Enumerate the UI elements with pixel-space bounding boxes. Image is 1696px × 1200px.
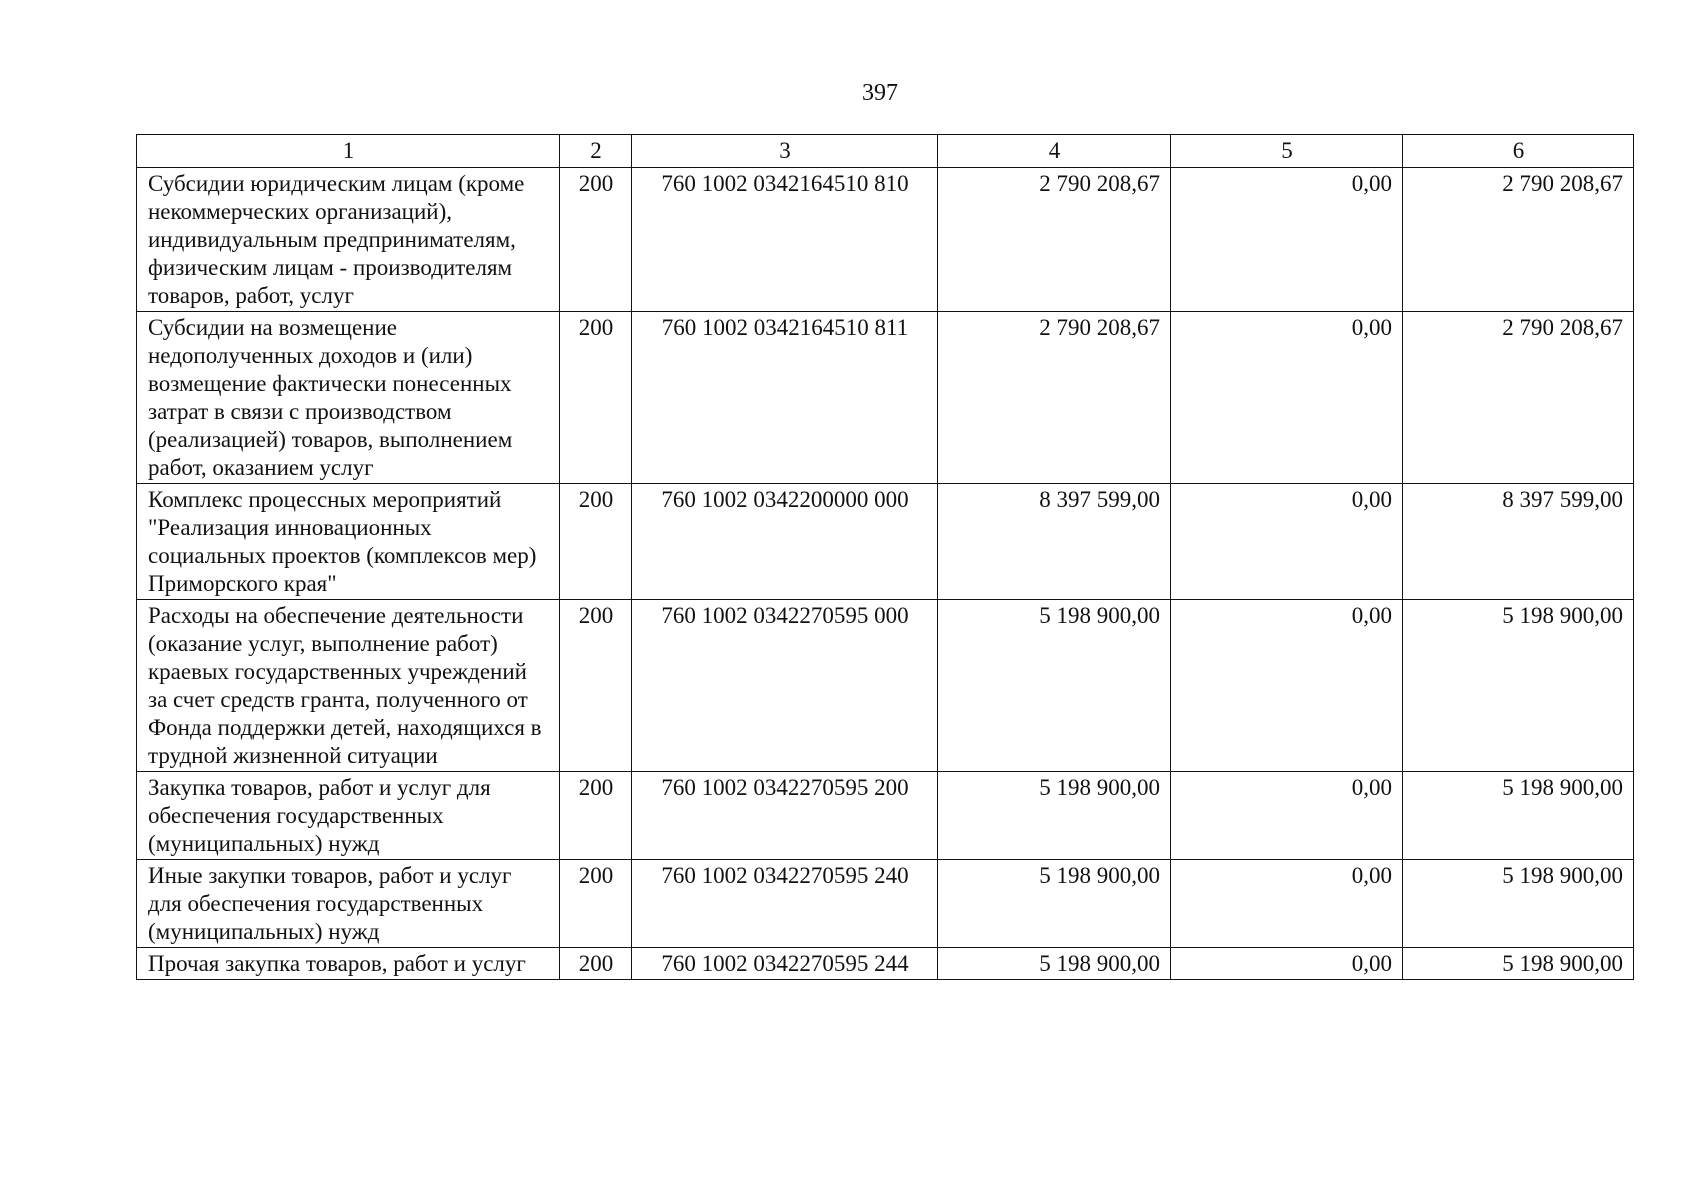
header-cell-4: 4 — [938, 135, 1171, 168]
table-body — [137, 168, 1634, 980]
table-row — [137, 484, 1634, 600]
row-col2: 200 — [560, 312, 632, 484]
row-col4: 5 198 900,00 — [938, 860, 1171, 948]
row-col4: 5 198 900,00 — [938, 772, 1171, 860]
row-col4: 8 397 599,00 — [938, 484, 1171, 600]
row-col6: 5 198 900,00 — [1403, 772, 1634, 860]
row-col5: 0,00 — [1171, 484, 1403, 600]
row-code: 760 1002 0342270595 200 — [632, 772, 938, 860]
table-row — [137, 948, 1634, 980]
row-col2: 200 — [560, 484, 632, 600]
page-number: 397 — [862, 80, 898, 106]
row-col5: 0,00 — [1171, 600, 1403, 772]
row-col4: 5 198 900,00 — [938, 948, 1171, 980]
header-row — [137, 135, 1634, 168]
row-col5: 0,00 — [1171, 772, 1403, 860]
row-col2: 200 — [560, 772, 632, 860]
row-code: 760 1002 0342270595 000 — [632, 600, 938, 772]
row-name: Иные закупки товаров, работ и услуг для обеспечения государственных (муниципальных) нужд — [137, 860, 560, 948]
header-cell-6: 6 — [1403, 135, 1634, 168]
row-col5: 0,00 — [1171, 948, 1403, 980]
table-header — [137, 135, 1634, 168]
budget-table — [136, 134, 1634, 980]
row-name: Расходы на обеспечение деятельности (оказание услуг, выполнение работ) краевых государственных учреждений за счет средств гранта, полученного от Фонда поддержки детей, находящихся в трудной жизненной ситуации — [137, 600, 560, 772]
table-row — [137, 772, 1634, 860]
table-row — [137, 168, 1634, 312]
header-cell-1: 1 — [137, 135, 560, 168]
row-col4: 2 790 208,67 — [938, 168, 1171, 312]
table-row — [137, 312, 1634, 484]
row-col6: 5 198 900,00 — [1403, 860, 1634, 948]
row-col2: 200 — [560, 860, 632, 948]
row-col6: 2 790 208,67 — [1403, 168, 1634, 312]
row-code: 760 1002 0342270595 244 — [632, 948, 938, 980]
row-name: Субсидии юридическим лицам (кроме некоммерческих организаций), индивидуальным предпринимателям, физическим лицам - производителям товаров, работ, услуг — [137, 168, 560, 312]
row-col2: 200 — [560, 168, 632, 312]
row-code: 760 1002 0342164510 810 — [632, 168, 938, 312]
row-col6: 2 790 208,67 — [1403, 312, 1634, 484]
header-cell-3: 3 — [632, 135, 938, 168]
header-cell-5: 5 — [1171, 135, 1403, 168]
row-name: Закупка товаров, работ и услуг для обеспечения государственных (муниципальных) нужд — [137, 772, 560, 860]
row-name: Субсидии на возмещение недополученных доходов и (или) возмещение фактически понесенных затрат в связи с производством (реализацией) товаров, выполнением работ, оказанием услуг — [137, 312, 560, 484]
row-col2: 200 — [560, 948, 632, 980]
row-col5: 0,00 — [1171, 312, 1403, 484]
row-name: Прочая закупка товаров, работ и услуг — [137, 948, 560, 980]
row-col6: 8 397 599,00 — [1403, 484, 1634, 600]
row-col2: 200 — [560, 600, 632, 772]
table-row — [137, 600, 1634, 772]
row-col4: 2 790 208,67 — [938, 312, 1171, 484]
header-cell-2: 2 — [560, 135, 632, 168]
row-col6: 5 198 900,00 — [1403, 600, 1634, 772]
row-code: 760 1002 0342200000 000 — [632, 484, 938, 600]
row-col5: 0,00 — [1171, 860, 1403, 948]
row-code: 760 1002 0342164510 811 — [632, 312, 938, 484]
row-col5: 0,00 — [1171, 168, 1403, 312]
row-name: Комплекс процессных мероприятий "Реализация инновационных социальных проектов (комплексов мер) Приморского края" — [137, 484, 560, 600]
table-row — [137, 860, 1634, 948]
row-col6: 5 198 900,00 — [1403, 948, 1634, 980]
row-code: 760 1002 0342270595 240 — [632, 860, 938, 948]
row-col4: 5 198 900,00 — [938, 600, 1171, 772]
